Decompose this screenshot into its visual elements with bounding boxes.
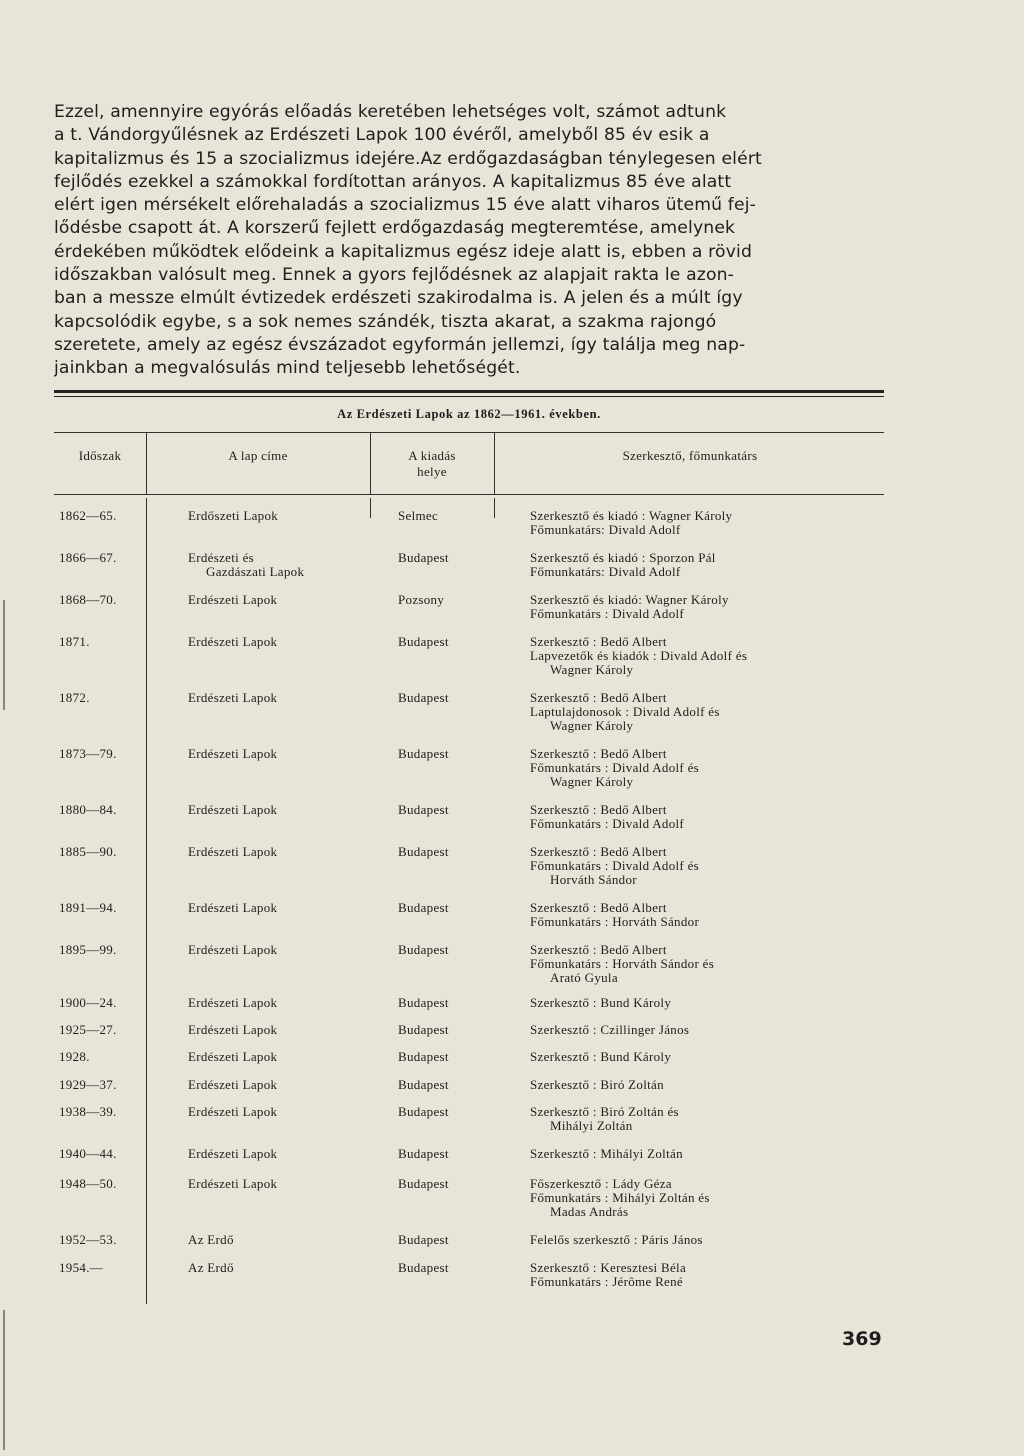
cell-editor-line: Wagner Károly xyxy=(550,718,634,733)
paragraph-line: Ezzel, amennyire egyórás előadás keretében lehetséges volt, számot adtunk xyxy=(54,102,727,122)
cell-editor xyxy=(530,901,880,929)
cell-editor xyxy=(530,1050,880,1064)
cell-editor-line: Szerkesztő : Bund Károly xyxy=(530,1049,672,1064)
cell-editor-line: Főmunkatárs : Horváth Sándor xyxy=(530,914,700,929)
cell-period: 1885—90. xyxy=(59,844,117,859)
cell-place: Budapest xyxy=(398,942,449,957)
paragraph-line: fejlődés ezekkel a számokkal fordítottan arányos. A kapitalizmus 85 éve alatt xyxy=(54,171,732,192)
cell-period: 1900—24. xyxy=(59,995,117,1010)
cell-place: Budapest xyxy=(398,550,449,565)
cell-title xyxy=(188,747,368,761)
cell-title-line: Erdészeti Lapok xyxy=(188,1146,278,1161)
cell-title xyxy=(188,551,368,579)
cell-editor xyxy=(530,551,880,579)
cell-title xyxy=(188,1177,368,1191)
cell-title xyxy=(188,1050,368,1064)
cell-editor xyxy=(530,509,880,537)
cell-period: 1871. xyxy=(59,634,90,649)
cell-period: 1954.— xyxy=(59,1260,104,1275)
cell-place: Budapest xyxy=(398,844,449,859)
cell-editor-line: Szerkesztő : Bedő Albert xyxy=(530,690,667,705)
header-divider xyxy=(146,432,147,494)
column-divider xyxy=(370,498,371,518)
cell-title-line: Erdőszeti Lapok xyxy=(188,508,279,523)
cell-period: 1952—53. xyxy=(59,1232,117,1247)
cell-editor-line: Szerkesztő : Bedő Albert xyxy=(530,802,667,817)
cell-period: 1938—39. xyxy=(59,1104,117,1119)
paragraph-line: lődésbe csapott át. A korszerű fejlett erdőgazdaság megteremtése, amelynek xyxy=(54,218,736,239)
cell-title-line: Erdészeti Lapok xyxy=(188,1049,278,1064)
cell-period: 1862—65. xyxy=(59,508,117,523)
cell-editor-line: Szerkesztő : Keresztesi Béla xyxy=(530,1260,687,1275)
cell-place: Budapest xyxy=(398,1260,449,1275)
cell-editor-line: Főmunkatárs : Divald Adolf és xyxy=(530,760,700,775)
cell-place: Budapest xyxy=(398,746,449,761)
cell-editor-line: Főmunkatárs : Divald Adolf xyxy=(530,816,685,831)
cell-editor-line: Szerkesztő : Biró Zoltán és xyxy=(530,1104,679,1119)
table-top-rule xyxy=(54,390,884,393)
cell-title-line: Erdészeti Lapok xyxy=(188,900,278,915)
cell-place: Budapest xyxy=(398,1146,449,1161)
cell-editor xyxy=(530,635,880,677)
cell-editor-line: Szerkesztő és kiadó : Wagner Károly xyxy=(530,508,733,523)
cell-period: 1895—99. xyxy=(59,942,117,957)
cell-editor-line: Szerkesztő : Bedő Albert xyxy=(530,746,667,761)
header-editor: Szerkesztő, főmunkatárs xyxy=(622,448,758,463)
paragraph-line: jainkban a megvalósulás mind teljesebb lehetőségét. xyxy=(54,358,521,379)
cell-period: 1948—50. xyxy=(59,1176,117,1191)
cell-title-line: Erdészeti Lapok xyxy=(188,746,278,761)
cell-title-line: Erdészeti Lapok xyxy=(188,1104,278,1119)
cell-editor xyxy=(530,1147,880,1161)
cell-place: Budapest xyxy=(398,802,449,817)
cell-title xyxy=(188,901,368,915)
cell-editor-line: Főmunkatárs : Divald Adolf és xyxy=(530,858,700,873)
header-top-line xyxy=(54,432,884,433)
cell-place: Budapest xyxy=(398,690,449,705)
cell-editor-line: Lapvezetők és kiadók : Divald Adolf és xyxy=(530,648,748,663)
cell-editor-line: Főmunkatárs: Divald Adolf xyxy=(530,564,681,579)
cell-title-line: Erdészeti Lapok xyxy=(188,1176,278,1191)
header-bottom-line xyxy=(54,494,884,495)
table-caption: Az Erdészeti Lapok az 1862—1961. években. xyxy=(337,407,601,421)
cell-editor xyxy=(530,943,880,985)
cell-editor-line: Főszerkesztő : Lády Géza xyxy=(530,1176,672,1191)
cell-title xyxy=(188,1261,368,1275)
cell-title-line: Erdészeti Lapok xyxy=(188,995,278,1010)
cell-place: Budapest xyxy=(398,1176,449,1191)
cell-title-line: Gazdászati Lapok xyxy=(206,564,305,579)
cell-place: Budapest xyxy=(398,1077,449,1092)
cell-title-line: Erdészeti Lapok xyxy=(188,1077,278,1092)
cell-editor xyxy=(530,747,880,789)
paragraph-line: ban a messze elmúlt évtizedek erdészeti szakirodalma is. A jelen és a múlt így xyxy=(54,288,743,309)
cell-editor-line: Laptulajdonosok : Divald Adolf és xyxy=(530,704,720,719)
cell-period: 1929—37. xyxy=(59,1077,117,1092)
cell-title xyxy=(188,845,368,859)
header-place: A kiadás helye xyxy=(408,448,456,479)
cell-title xyxy=(188,1078,368,1092)
paragraph-line: elért igen mérsékelt előrehaladás a szocializmus 15 éve alatt viharos ütemű fej- xyxy=(54,195,757,216)
cell-editor-line: Szerkesztő : Bedő Albert xyxy=(530,942,667,957)
cell-title xyxy=(188,1023,368,1037)
cell-period: 1891—94. xyxy=(59,900,117,915)
cell-editor-line: Wagner Károly xyxy=(550,662,634,677)
cell-place: Pozsony xyxy=(398,592,445,607)
cell-title xyxy=(188,1147,368,1161)
cell-editor xyxy=(530,593,880,621)
cell-editor-line: Szerkesztő : Bedő Albert xyxy=(530,844,667,859)
cell-title-line: Erdészeti Lapok xyxy=(188,690,278,705)
cell-title-line: Erdészeti Lapok xyxy=(188,1022,278,1037)
paragraph-line: időszakban valósult meg. Ennek a gyors fejlődésnek az alapjait rakta le azon- xyxy=(54,265,735,286)
cell-editor xyxy=(530,845,880,887)
cell-place: Budapest xyxy=(398,995,449,1010)
cell-title-line: Az Erdő xyxy=(188,1232,234,1247)
cell-title-line: Erdészeti Lapok xyxy=(188,844,278,859)
scan-margin-mark xyxy=(3,1310,5,1450)
paragraph-line: szeretete, amely az egész évszázadot egyformán jellemzi, így találja meg nap- xyxy=(54,334,746,355)
cell-editor-line: Wagner Károly xyxy=(550,774,634,789)
cell-title xyxy=(188,509,368,523)
cell-title xyxy=(188,1105,368,1119)
cell-editor-line: Szerkesztő : Mihályi Zoltán xyxy=(530,1146,683,1161)
paragraph-line: a t. Vándorgyűlésnek az Erdészeti Lapok 100 évéről, amelyből 85 év esik a xyxy=(54,125,710,146)
cell-place: Selmec xyxy=(398,508,439,523)
header-divider xyxy=(370,432,371,494)
cell-period: 1940—44. xyxy=(59,1146,117,1161)
cell-title-line: Erdészeti Lapok xyxy=(188,942,278,957)
cell-period: 1872. xyxy=(59,690,90,705)
cell-editor-line: Mihályi Zoltán xyxy=(550,1118,633,1133)
cell-editor-line: Főmunkatárs : Horváth Sándor és xyxy=(530,956,715,971)
cell-title xyxy=(188,996,368,1010)
cell-title xyxy=(188,635,368,649)
cell-editor-line: Szerkesztő : Czillinger János xyxy=(530,1022,690,1037)
cell-editor xyxy=(530,1023,880,1037)
cell-editor-line: Szerkesztő : Bedő Albert xyxy=(530,900,667,915)
cell-title-line: Erdészeti Lapok xyxy=(188,802,278,817)
cell-editor-line: Főmunkatárs : Mihályi Zoltán és xyxy=(530,1190,710,1205)
cell-period: 1925—27. xyxy=(59,1022,117,1037)
cell-period: 1866—67. xyxy=(59,550,117,565)
header-divider xyxy=(494,432,495,494)
cell-editor xyxy=(530,1177,880,1219)
paragraph-line: kapitalizmus és 15 a szocializmus idejére.Az erdőgazdaságban ténylegesen elért xyxy=(54,148,762,169)
cell-editor-line: Főmunkatárs : Jérôme René xyxy=(530,1274,683,1289)
cell-title xyxy=(188,803,368,817)
cell-editor-line: Szerkesztő és kiadó: Wagner Károly xyxy=(530,592,729,607)
cell-period: 1880—84. xyxy=(59,802,117,817)
cell-title xyxy=(188,691,368,705)
body-paragraph xyxy=(54,101,890,381)
cell-editor xyxy=(530,1233,880,1247)
cell-place: Budapest xyxy=(398,1104,449,1119)
cell-editor-line: Szerkesztő : Bedő Albert xyxy=(530,634,667,649)
cell-title-line: Az Erdő xyxy=(188,1260,234,1275)
cell-place: Budapest xyxy=(398,1232,449,1247)
cell-period: 1873—79. xyxy=(59,746,117,761)
cell-editor xyxy=(530,1105,880,1133)
header-title: A lap címe xyxy=(228,448,288,463)
cell-place: Budapest xyxy=(398,634,449,649)
paragraph-line: érdekében működtek elődeink a kapitalizmus egész ideje alatt is, ebben a rövid xyxy=(54,241,752,262)
cell-title xyxy=(188,943,368,957)
cell-editor xyxy=(530,1261,880,1289)
cell-editor-line: Szerkesztő : Bund Károly xyxy=(530,995,672,1010)
cell-editor-line: Madas András xyxy=(550,1204,629,1219)
cell-editor-line: Felelős szerkesztő : Páris János xyxy=(530,1232,703,1247)
cell-editor xyxy=(530,996,880,1010)
page-number: 369 xyxy=(842,1328,882,1350)
cell-place: Budapest xyxy=(398,1022,449,1037)
cell-editor-line: Horváth Sándor xyxy=(550,872,637,887)
cell-editor-line: Főmunkatárs : Divald Adolf xyxy=(530,606,685,621)
cell-title xyxy=(188,1233,368,1247)
cell-place: Budapest xyxy=(398,1049,449,1064)
cell-title-line: Erdészeti Lapok xyxy=(188,592,278,607)
cell-editor-line: Arató Gyula xyxy=(550,970,618,985)
table-top-rule-thin xyxy=(54,396,884,397)
cell-editor xyxy=(530,1078,880,1092)
cell-title-line: Erdészeti és xyxy=(188,550,255,565)
header-period: Időszak xyxy=(78,448,122,463)
cell-editor-line: Szerkesztő és kiadó : Sporzon Pál xyxy=(530,550,716,565)
cell-editor xyxy=(530,691,880,733)
cell-editor-line: Szerkesztő : Biró Zoltán xyxy=(530,1077,664,1092)
cell-editor-line: Főmunkatárs: Divald Adolf xyxy=(530,522,681,537)
paragraph-line: kapcsolódik egybe, s a sok nemes szándék, tiszta akarat, a szakma rajongó xyxy=(54,311,717,332)
cell-title xyxy=(188,593,368,607)
scan-margin-mark xyxy=(3,600,5,710)
cell-editor xyxy=(530,803,880,831)
cell-period: 1928. xyxy=(59,1049,90,1064)
cell-period: 1868—70. xyxy=(59,592,117,607)
cell-place: Budapest xyxy=(398,900,449,915)
cell-title-line: Erdészeti Lapok xyxy=(188,634,278,649)
